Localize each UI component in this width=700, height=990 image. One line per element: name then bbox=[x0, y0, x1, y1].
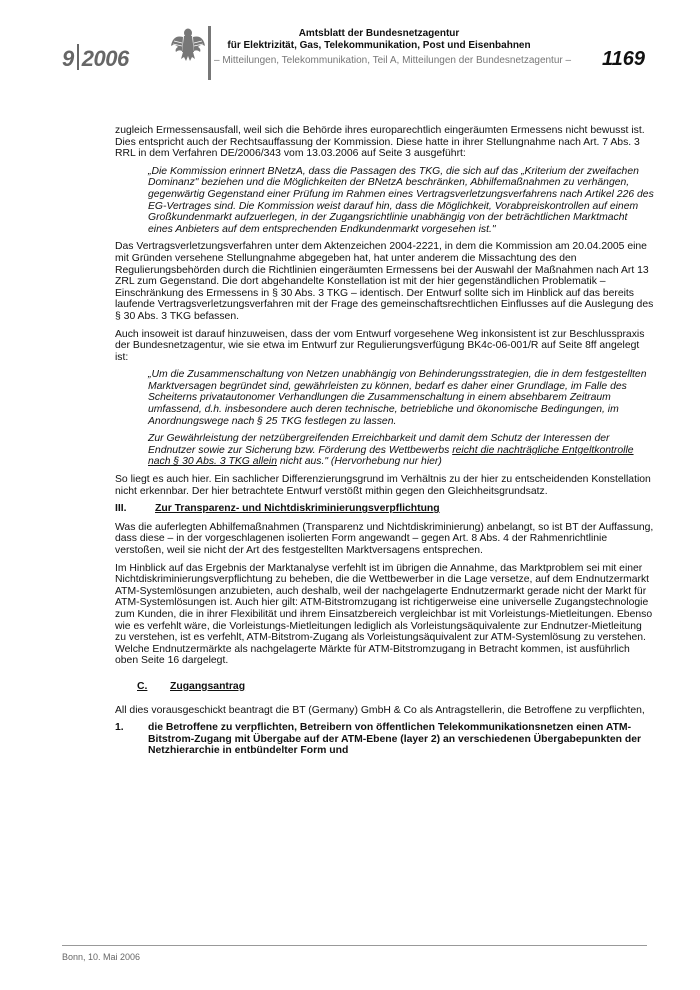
paragraph: Auch insoweit ist darauf hinzuweisen, dass der vom Entwurf vorgesehene Weg inkonsistent ist zur Beschlusspraxis der Bundesnetzagentur, wie sie etwa im Entwurf zur Regulierungsverfügung BK4c-06-001/R auf Seite 8ff angelegt ist: bbox=[115, 328, 645, 363]
paragraph: Im Hinblick auf das Ergebnis der Marktanalyse verfehlt ist im übrigen die Annahme, das Marktproblem sei mit einer Nichtdiskriminierungsverpflichtung zu beheben, die die Wettbewerber in die Lage versetze, auf dem Endnutzermarkt ATM-Systemlösungen anzubieten, auch deshalb, weil der nachgelagerte Endnutzermarkt gerade nicht der Markt für ATM-Systemlösungen ist. Auch hier gilt: ATM-Bitstromzugang ist richtigerweise eine universelle Zugangstechnologie zum Kunden, die in ihrer Flexibilität und ihrem Einsatzbereich vergleichbar ist mit Vorleistungs-Mietleitungen. Ebenso wie es verfehlt wäre, die Vorleistungs-Mietleitungen lediglich als Vorleistungsäquivalente zur Endnutzer-Mietleitung zu verstehen, ist es verfehlt, ATM-Bitstrom-Zugang als Vorleistungsäquivalent zur ATM-Systemlösung zu verstehen. Welche Endnutzermärkte als nachgelagerte Märkte für ATM-Bitstromzugang in Betracht kommen, ist ausführlich oben Seite 16 dargelegt. bbox=[115, 562, 653, 667]
header-divider bbox=[208, 26, 211, 80]
issue-number: 9 2006 bbox=[62, 46, 129, 71]
page-body bbox=[115, 125, 655, 757]
journal-title: Amtsblatt der Bundesnetzagentur für Elektrizität, Gas, Telekommunikation, Post und Eisenbahnen bbox=[227, 28, 531, 51]
footer-date: Bonn, 10. Mai 2006 bbox=[62, 952, 141, 962]
section-heading: III. Zur Transparenz- und Nichtdiskriminierungsverpflichtung bbox=[115, 503, 440, 515]
federal-eagle-icon bbox=[170, 26, 206, 66]
paragraph: Was die auferlegten Abhilfemaßnahmen (Transparenz und Nichtdiskriminierung) anbelangt, so ist BT der Auffassung, dass diese – in der vorgeschlagenen isolierten Form angewandt – gegen Art. 8 Abs. 4 der Rahmenrichtlinie verstoßen, weil sie nicht der Art des festgestellten Marktversagens entsprechen. bbox=[115, 521, 654, 556]
journal-subtitle: – Mitteilungen, Telekommunikation, Teil A, Mitteilungen der Bundesnetzagentur – bbox=[214, 55, 572, 66]
paragraph: So liegt es auch hier. Ein sachlicher Differenzierungsgrund im Verhältnis zu der hier zu entscheidenden Konstellation nicht erkennbar. Der hier betrachtete Entwurf verstößt mithin gegen den Gleichheitsgrundsatz. bbox=[115, 474, 651, 497]
paragraph: Das Vertragsverletzungsverfahren unter dem Aktenzeichen 2004-2221, in dem die Kommission am 20.04.2005 eine mit Gründen versehene Stellungnahme abgegeben hat, hat unter anderem die Missachtung des den Regulierungsbehörden durch die Richtlinien eingeräumten Ermessens bei der Auswahl der Maßnahmen nach Art 13 ZRL zum Gegenstand. Die dort abgehandelte Konstellation ist mit der hier gegenständlichen Problematik – Einschränkung des Ermessens in § 30 Abs. 3 TKG – identisch. Der Entwurf sollte sich im Hinblick auf das bereits laufende Vertragsverletzungsverfahren mit der Frage des gemeinschaftsrechtlichen Einflusses auf die Auslegung des § 30 Abs. 3 TKG befassen. bbox=[115, 241, 654, 322]
chapter-heading: C. Zugangsantrag bbox=[137, 680, 246, 692]
paragraph: All dies vorausgeschickt beantragt die BT (Germany) GmbH & Co als Antragstellerin, die Betroffene zu verpflichten, bbox=[115, 704, 645, 716]
page-number: 1169 bbox=[602, 48, 646, 70]
paragraph: zugleich Ermessensausfall, weil sich die Behörde ihres europarechtlich eingeräumten Ermessens nicht bewusst ist. Dies entspricht auch der Rechtsauffassung der Kommission. Diese hatte in ihrer Stellungnahme nach Art. 7 Abs. 3 RRL in dem Verfahren DE/2006/343 vom 13.03.2006 auf Seite 3 ausgeführt: bbox=[115, 125, 645, 160]
list-item: 1. die Betroffene zu verpflichten, Betreibern von öffentlichen Telekommunikationsnetzen einen ATM-Bitstrom-Zugang mit Übergabe auf der ATM-Ebene (layer 2) an verschiedenen Übergabepunkten der Netzhierarchie in entbündelter Form und bbox=[115, 722, 642, 757]
footer-divider bbox=[62, 945, 647, 946]
quote: „Um die Zusammenschaltung von Netzen unabhängig von Behinderungsstrategien, die in dem festgestellten Marktversagen begründet sind, gewährleisten zu können, bedarf es daher einer Grundlage, im Falle des Scheiterns privatautonomer Verhandlungen die Zusammenschaltung in einem absehbarem Zeitraum umfassend, d.h. insbesondere auch deren technische, betriebliche und ökonomische Bedingungen, im Anordnungswege nach § 25 TKG festlegen zu lassen. bbox=[148, 369, 647, 427]
quote: Zur Gewährleistung der netzübergreifenden Erreichbarkeit und damit dem Schutz der Interessen der Endnutzer sowie zur Sicherung bzw. Förderung des Wettbewerbs reicht die nachträgliche Entgeltkontrolle nach § 30 Abs. 3 TKG allein nicht aus." (Hervorhebung nur hier) bbox=[148, 433, 634, 468]
quote: „Die Kommission erinnert BNetzA, dass die Passagen des TKG, die sich auf das „Kriterium der zweifachen Dominanz" beziehen und die Möglichkeiten der BNetzA beschränken, Abhilfemaßnahmen zu verhängen, gegenwärtig Gegenstand einer Prüfung im Rahmen eines Vertragsverletzungsverfahrens nach Artikel 226 des EG-Vertrages sind. Die Kommission weist darauf hin, dass die Möglichkeit, Vorabpreiskontrollen auf einem Großkundenmarkt aufzuerlegen, in der Zugangsrichtlinie unabhängig von der beträchtlichen Marktmacht eines Anbieters auf dem entsprechenden Endkundenmarkt vorgesehen ist." bbox=[148, 165, 654, 235]
